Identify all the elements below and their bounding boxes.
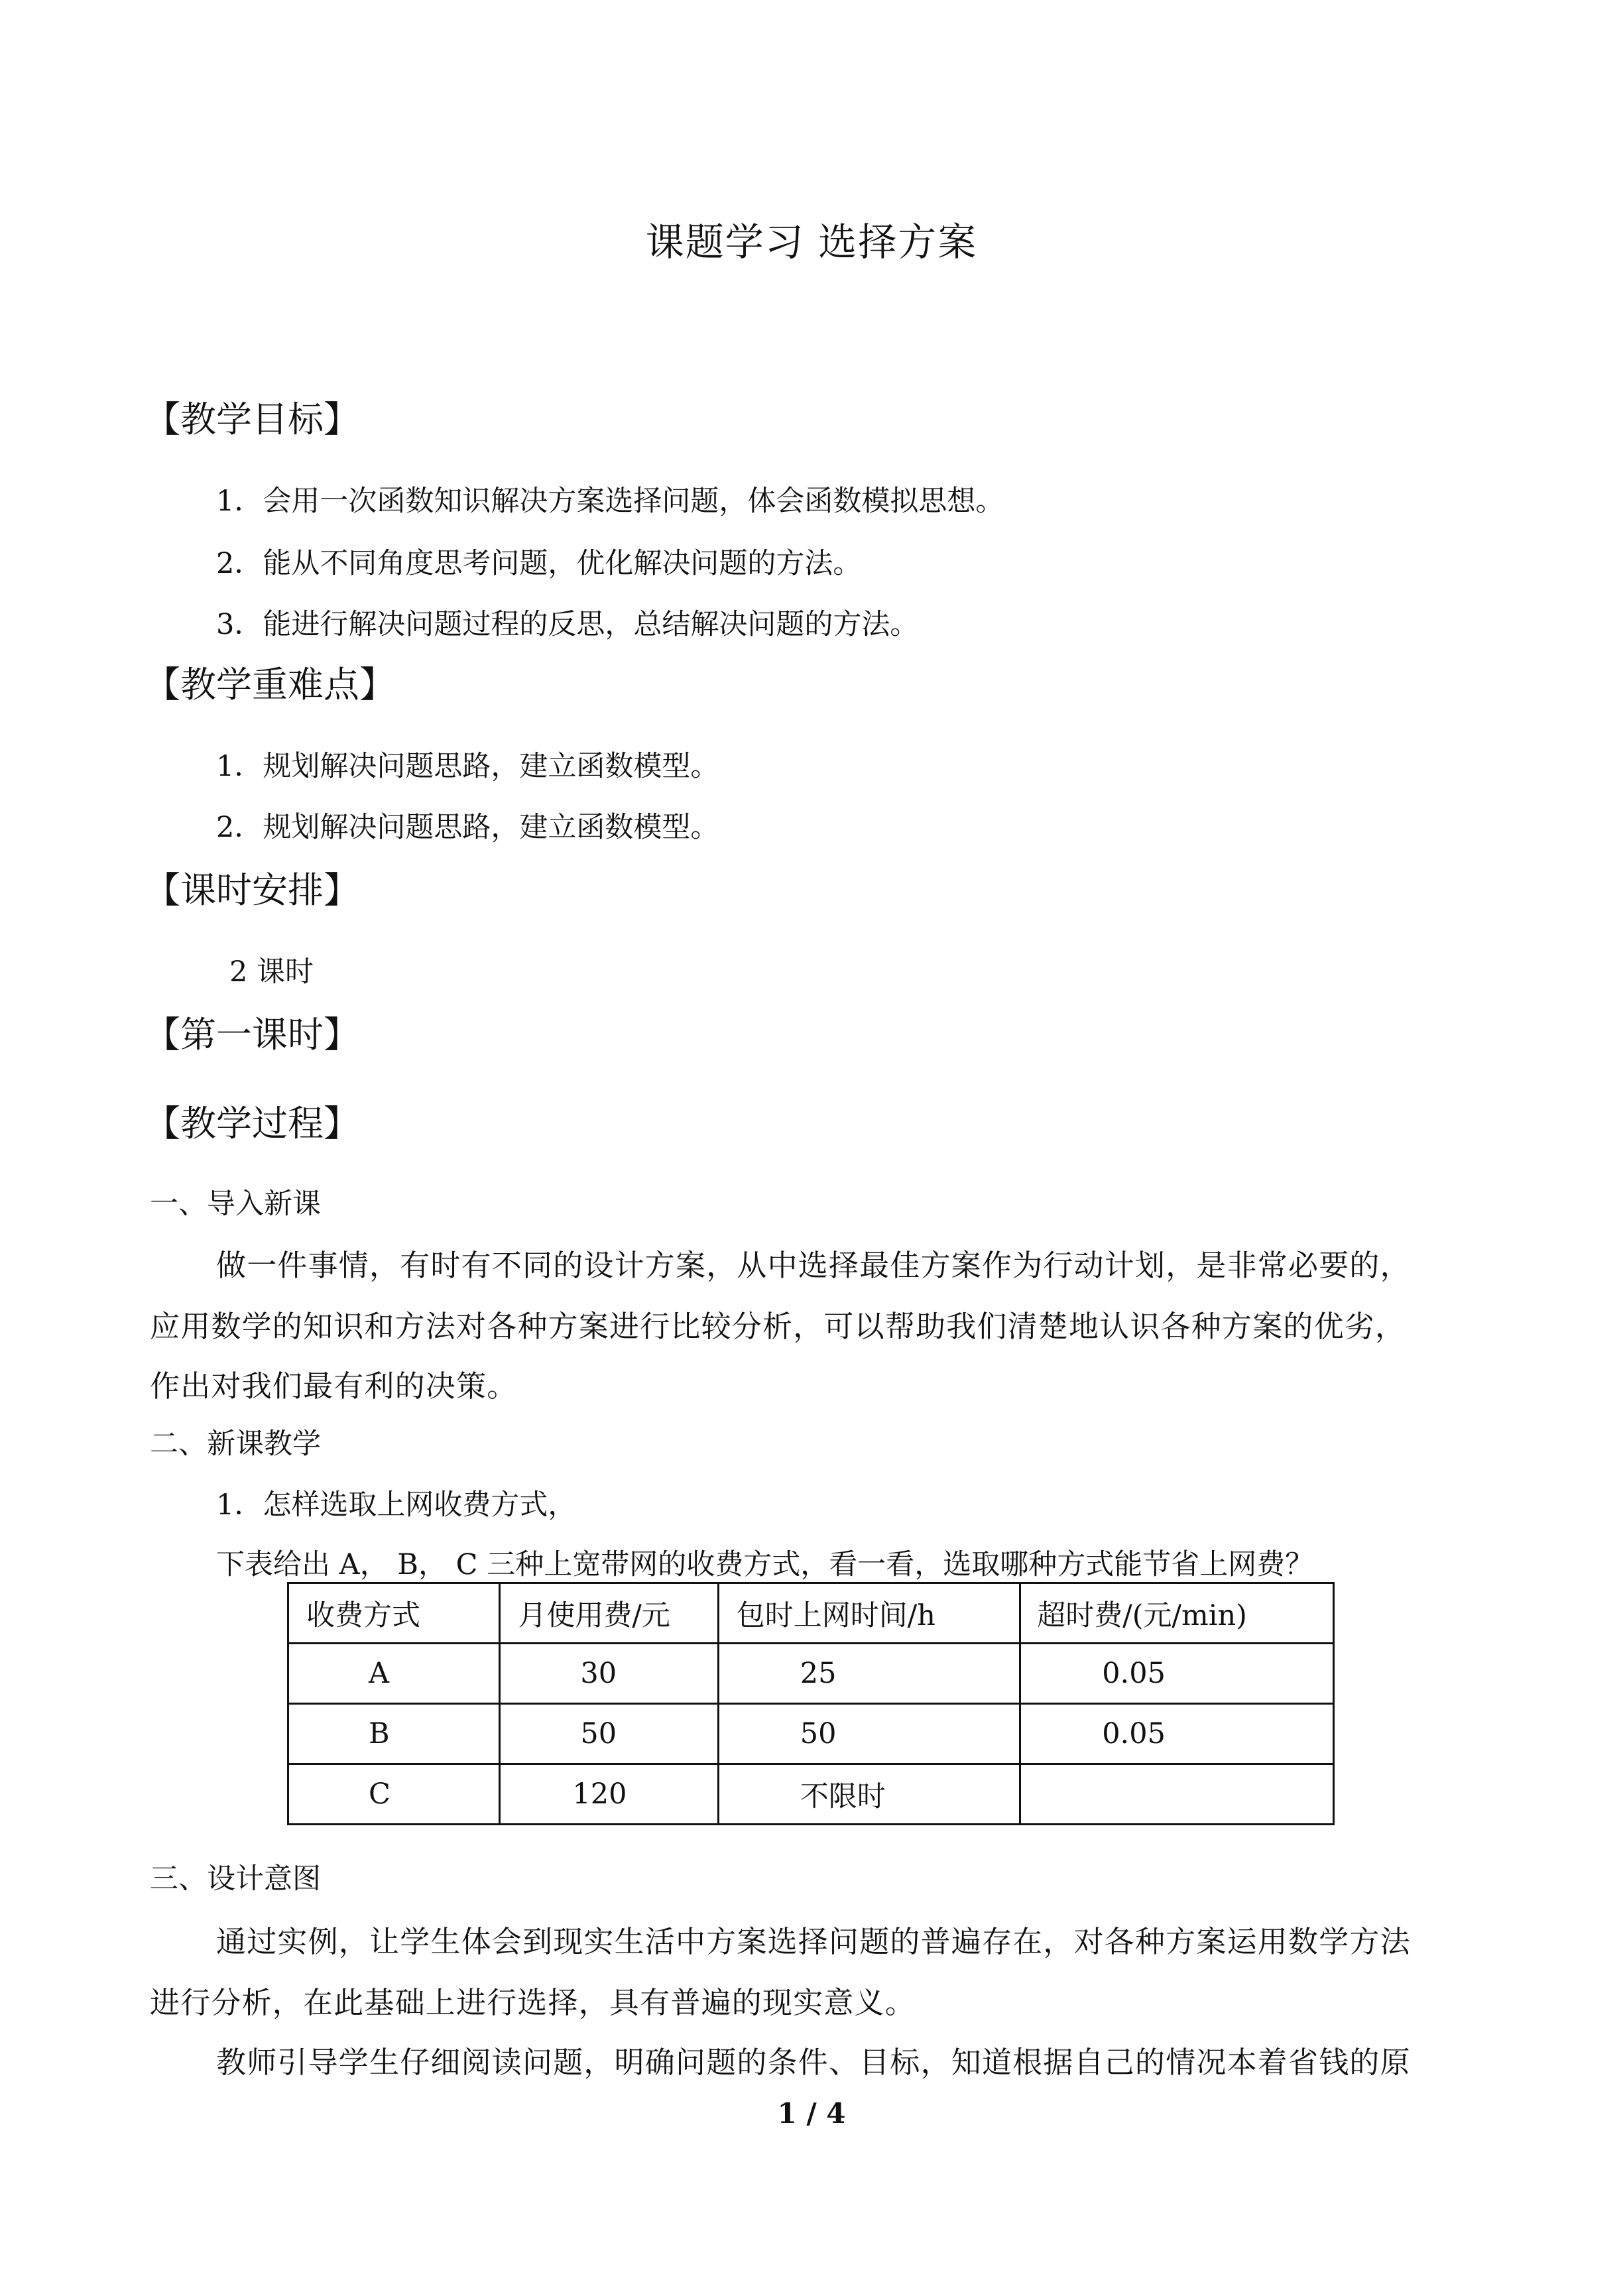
heading-objectives: 【教学目标】 <box>145 398 359 440</box>
heading-first-lesson: 【第一课时】 <box>145 1014 359 1056</box>
table-cell: 30 <box>500 1644 718 1704</box>
table-header-cell: 月使用费/元 <box>500 1583 718 1644</box>
key-point-item-2: 2．规划解决问题思路，建立函数模型。 <box>216 811 719 844</box>
page-title: 课题学习 选择方案 <box>645 219 978 265</box>
objective-item-2: 2．能从不同角度思考问题，优化解决问题的方法。 <box>216 547 862 580</box>
fee-table <box>287 1582 1335 1825</box>
key-point-item-1: 1．规划解决问题思路，建立函数模型。 <box>216 750 719 783</box>
table-cell <box>1020 1764 1334 1825</box>
table-cell: 50 <box>718 1704 1020 1764</box>
table-cell: C <box>288 1764 500 1825</box>
part1-line-3: 作出对我们最有利的决策。 <box>150 1368 518 1404</box>
table-header-cell: 超时费/(元/min) <box>1020 1583 1334 1644</box>
heading-process: 【教学过程】 <box>145 1103 359 1144</box>
part2-item: 1．怎样选取上网收费方式， <box>216 1488 577 1522</box>
part2-title: 二、新课教学 <box>150 1427 321 1461</box>
table-cell: 120 <box>500 1764 718 1825</box>
table-cell: B <box>288 1704 500 1764</box>
part3-title: 三、设计意图 <box>150 1862 321 1896</box>
part2-intro: 下表给出 A， B， C 三种上宽带网的收费方式，看一看，选取哪种方式能节省上网费？ <box>216 1548 1314 1581</box>
table-row <box>288 1764 1334 1825</box>
table-header-cell: 包时上网时间/h <box>718 1583 1020 1644</box>
table-header-row <box>288 1583 1334 1644</box>
table-cell: 不限时 <box>718 1764 1020 1825</box>
part3-line-1: 通过实例，让学生体会到现实生活中方案选择问题的普遍存在，对各种方案运用数学方法 <box>216 1924 1411 1959</box>
part4-line: 教师引导学生仔细阅读问题，明确问题的条件、目标，知道根据自己的情况本着省钱的原 <box>216 2045 1411 2080</box>
heading-schedule: 【课时安排】 <box>145 869 359 911</box>
table-cell: 0.05 <box>1020 1644 1334 1704</box>
heading-key-points: 【教学重难点】 <box>145 664 395 705</box>
page-number: 1 / 4 <box>777 2097 846 2130</box>
part1-line-2: 应用数学的知识和方法对各种方案进行比较分析，可以帮助我们清楚地认识各种方案的优劣， <box>150 1309 1406 1344</box>
table-cell: 25 <box>718 1644 1020 1704</box>
table-header-cell: 收费方式 <box>288 1583 500 1644</box>
objective-item-3: 3．能进行解决问题过程的反思，总结解决问题的方法。 <box>216 608 919 641</box>
table-row <box>288 1704 1334 1764</box>
schedule-text: 2 课时 <box>229 955 314 989</box>
part1-line-1: 做一件事情，有时有不同的设计方案，从中选择最佳方案作为行动计划，是非常必要的， <box>216 1248 1411 1283</box>
table-row <box>288 1644 1334 1704</box>
objective-item-1: 1．会用一次函数知识解决方案选择问题，体会函数模拟思想。 <box>216 485 1004 518</box>
table-cell: 50 <box>500 1704 718 1764</box>
part3-line-2: 进行分析，在此基础上进行选择，具有普遍的现实意义。 <box>150 1985 916 2020</box>
table-cell: A <box>288 1644 500 1704</box>
part1-title: 一、导入新课 <box>150 1187 321 1221</box>
table-cell: 0.05 <box>1020 1704 1334 1764</box>
